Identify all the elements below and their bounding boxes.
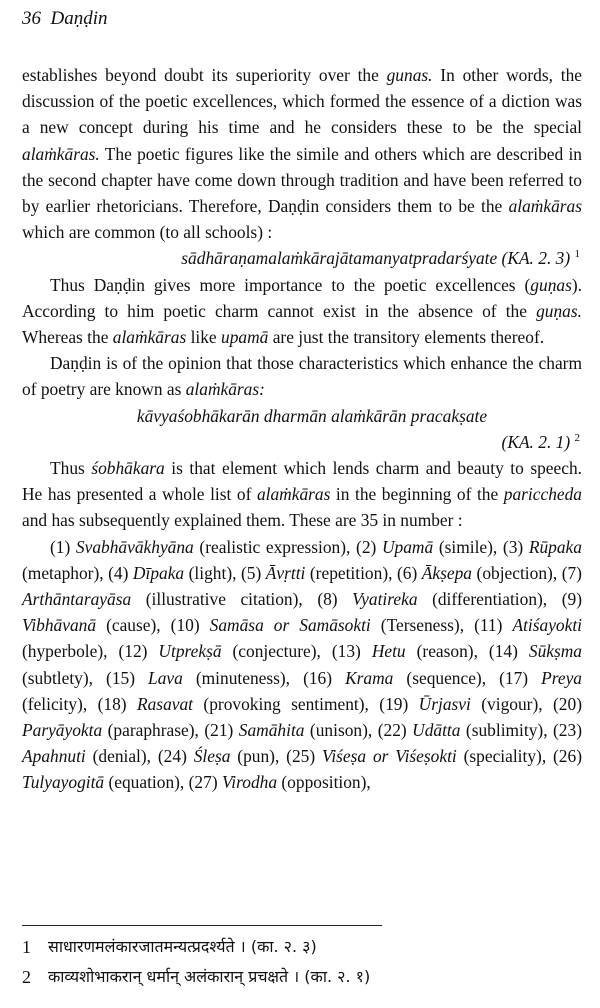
list-item-term: Tulyayogitā (22, 772, 105, 793)
list-item-number: (26) (553, 746, 582, 767)
list-item-number: (6) (396, 562, 422, 583)
list-item-number: (9) (561, 589, 582, 610)
list-item-term: Svabhāvākhyāna (75, 536, 194, 557)
list-item-number: (17) (499, 667, 542, 688)
list-item-number: (20) (553, 693, 582, 714)
list-item-term: Śleṣa (193, 746, 231, 767)
list-item-term: Udātta (412, 720, 461, 741)
list-item-number: (22) (377, 720, 413, 741)
list-item-number: (12) (118, 641, 159, 662)
running-title: Daṇḍin (45, 8, 108, 29)
footnote-1: 1 साधारणमलंकारजातमन्यत्प्रदर्श्यते । (का. २. ३) (22, 937, 317, 957)
list-item-number: (2) (356, 536, 382, 557)
footnote-ref-2: 2 (574, 432, 580, 445)
paragraph-1: establishes beyond doubt its superiority over the gunas. In other words, the discussion of the poetic excellences, which formed the essence of a diction was a new concept during his time and he considers these to be the special alaṁkāras. The poetic figures like the simile and others which are described in the second chapter have come down through tradition and have been referred to by earlier rhetoricians. Therefore, Daṇḍin considers them to be the alaṁkāras which are common (to all schools) : (22, 65, 582, 243)
alamkara-list (22, 534, 582, 796)
footnote-rule (22, 925, 382, 926)
list-item-gloss: (objection), (472, 562, 562, 583)
list-item-gloss: (light), (184, 562, 241, 583)
list-item-gloss: (conjecture), (221, 641, 332, 662)
list-item-term: Hetu (371, 641, 406, 662)
list-item-gloss: (vigour), (470, 693, 554, 714)
list-item-term: Apahnuti (22, 746, 86, 767)
list-item-number: (10) (170, 615, 210, 636)
list-item-number: (7) (561, 562, 582, 583)
list-item-number: (1) (50, 536, 76, 557)
list-item-gloss: (subtlety), (22, 667, 107, 688)
list-item-number: (21) (204, 720, 239, 741)
footnote-2: 2 काव्यशोभाकरान् धर्मान् अलंकारान् प्रचक्षते । (का. २. १) (22, 967, 371, 987)
list-item-gloss: (metaphor), (22, 562, 109, 583)
running-header (22, 8, 108, 30)
quote-2-line-2: (KA. 2. 1) $^2$ (501, 431, 580, 452)
list-item-number: (3) (502, 536, 529, 557)
list-item-gloss: (simile), (433, 536, 503, 557)
list-item-term: Ākṣepa (421, 562, 473, 583)
list-item-gloss: (sublimity), (460, 720, 554, 741)
list-item-number: (14) (488, 641, 529, 662)
list-item-gloss: (felicity), (22, 693, 98, 714)
list-item-number: (11) (474, 615, 513, 636)
footnote-ref-1: 1 (574, 248, 580, 261)
list-item-gloss: (unison), (304, 720, 378, 741)
list-item-gloss: (provoking sentiment), (193, 693, 380, 714)
page-number: 36 (22, 8, 41, 29)
list-item-term: Upamā (381, 536, 434, 557)
paragraph-4: Thus śobhākara is that element which lends charm and beauty to speech. He has presented a whole list of alaṁkāras in the beginning of the pariccheda and has subsequently explained them. These are 35 in number : (22, 458, 582, 531)
list-item-term: Vyatireka (352, 589, 418, 610)
body-text (22, 62, 582, 796)
list-item-number: (4) (108, 562, 133, 583)
list-item-gloss: (sequence), (393, 667, 500, 688)
quote-1: sādhāraṇamalaṁkārajātamanyatpradarśyate (KA. 2. 3) $^1$ (181, 248, 580, 269)
list-item-term: Samāhita (238, 720, 305, 741)
list-item-number: (19) (379, 693, 419, 714)
list-item-term: Ūrjasvi (418, 693, 471, 714)
list-item-number: (5) (240, 562, 266, 583)
list-item-term: Utprekṣā (158, 641, 222, 662)
list-item-gloss: (realistic expression), (193, 536, 357, 557)
list-item-number: (15) (106, 667, 149, 688)
list-item-number: (16) (303, 667, 346, 688)
list-item-gloss: (paraphrase), (102, 720, 205, 741)
list-item-number: (13) (331, 641, 372, 662)
paragraph-3: Daṇḍin is of the opinion that those characteristics which enhance the charm of poetry are known as alaṁkāras: (22, 353, 582, 400)
list-item-number: (8) (317, 589, 353, 610)
list-item-gloss: (pun), (230, 746, 287, 767)
list-item-number: (27) (188, 772, 222, 793)
list-item-gloss: (illustrative citation), (131, 589, 318, 610)
list-item-gloss: (opposition), (277, 772, 371, 793)
list-item-term: Atiśayokti (512, 615, 582, 636)
list-item-number: (25) (286, 746, 322, 767)
list-item-gloss: (speciality), (456, 746, 554, 767)
list-item-number: (23) (553, 720, 582, 741)
list-item-term: Viśeṣa or Viśeṣokti (321, 746, 457, 767)
list-item-gloss: (reason), (405, 641, 489, 662)
list-item-gloss: (differentiation), (417, 589, 562, 610)
paragraph-2: Thus Daṇḍin gives more importance to the poetic excellences (guṇas). According to him poetic charm cannot exist in the absence of the guṇas. Whereas the alaṁkāras like upamā are just the transitory elements thereof. (22, 274, 582, 348)
list-item-term: Lava (148, 667, 183, 688)
quote-2-line-1: kāvyaśobhākarān dharmān alaṁkārān pracakṣate (136, 405, 488, 426)
list-item-gloss: (minuteness), (182, 667, 304, 688)
list-item-term: Samāsa or Samāsokti (209, 615, 371, 636)
list-item-term: Sūkṣma (528, 641, 583, 662)
list-item-term: Krama (345, 667, 394, 688)
list-item-term: Preya (541, 667, 582, 688)
list-item-term: Rasavat (136, 693, 194, 714)
list-item-gloss: (repetition), (305, 562, 397, 583)
list-item-term: Virodha (221, 772, 278, 793)
list-item-gloss: (Terseness), (370, 615, 475, 636)
list-item-term: Rūpaka (528, 536, 582, 557)
list-item-number: (24) (157, 746, 194, 767)
list-item-term: Dīpaka (132, 562, 185, 583)
list-item-gloss: (denial), (85, 746, 158, 767)
list-item-term: Vibhāvanā (22, 615, 97, 636)
list-item-term: Paryāyokta (22, 720, 103, 741)
list-item-term: Arthāntarayāsa (22, 589, 132, 610)
list-item-number: (18) (97, 693, 137, 714)
list-item-term: Āvṛtti (265, 562, 306, 583)
footnotes (22, 932, 582, 992)
list-item-gloss: (hyperbole), (22, 641, 119, 662)
list-item-gloss: (cause), (96, 615, 171, 636)
list-item-gloss: (equation), (104, 772, 189, 793)
